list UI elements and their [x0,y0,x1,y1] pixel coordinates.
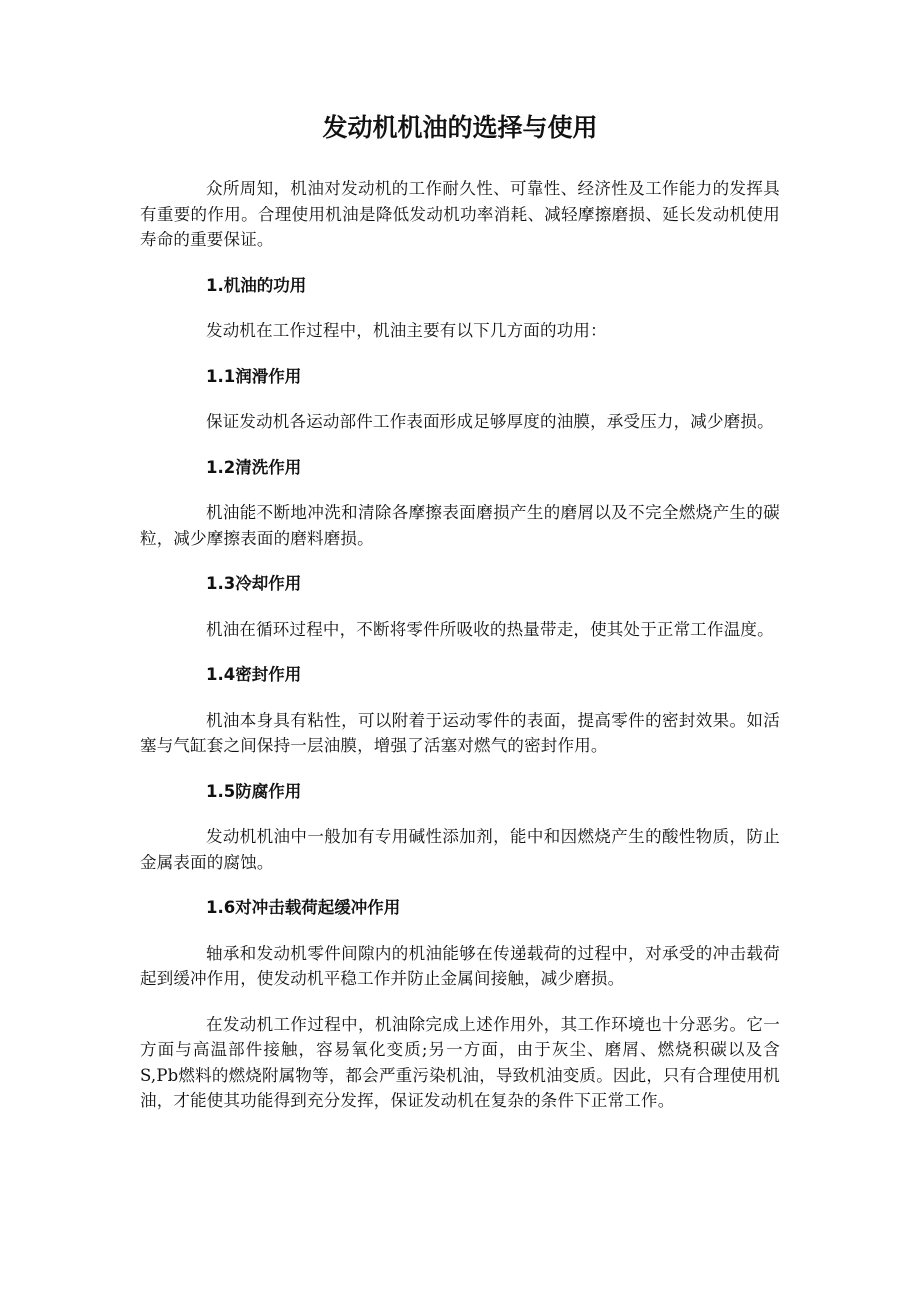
section-1-1-heading: 1.1润滑作用 [206,366,302,386]
section-1-5-text: 发动机机油中一般加有专用碱性添加剂，能中和因燃烧产生的酸性物质，防止金属表面的腐蚀。 [140,827,780,872]
section-1-3-text: 机油在循环过程中，不断将零件所吸收的热量带走，使其处于正常工作温度。 [206,619,774,639]
intro-paragraph: 众所周知，机油对发动机的工作耐久性、可靠性、经济性及工作能力的发挥具有重要的作用。合理使用机油是降低发动机功率消耗、减轻摩擦磨损、延长发动机使用寿命的重要保证。 [140,179,780,249]
section-1-2-text: 机油能不断地冲洗和清除各摩擦表面磨损产生的磨屑以及不完全燃烧产生的碳粒，减少摩擦表面的磨料磨损。 [140,503,780,548]
document-page [140,110,780,1134]
section-1-1-text: 保证发动机各运动部件工作表面形成足够厚度的油膜，承受压力，减少磨损。 [206,412,774,431]
section-1-6-text: 轴承和发动机零件间隙内的机油能够在传递载荷的过程中，对承受的冲击载荷起到缓冲作用，使发动机平稳工作并防止金属间接触，减少磨损。 [140,943,780,988]
section-1-intro: 发动机在工作过程中，机油主要有以下几方面的功用： [206,321,607,340]
closing-paragraph: 在发动机工作过程中，机油除完成上述作用外，其工作环境也十分恶劣。它一方面与高温部件接触，容易氧化变质;另一方面，由于灰尘、磨屑、燃烧积碳以及含S,Pb燃料的燃烧附属物等，都会严重污染机油，导致机油变质。因此，只有合理使用机油，才能使其功能得到充分发挥，保证发动机在复杂的条件下正常工作。 [140,1014,780,1110]
section-1-3-heading: 1.3冷却作用 [206,574,302,593]
section-1-5-heading: 1.5防腐作用 [206,781,302,801]
section-1-4-heading: 1.4密封作用 [206,665,302,684]
section-1-6-heading: 1.6对冲击载荷起缓冲作用 [206,898,401,917]
section-1-4-text: 机油本身具有粘性，可以附着于运动零件的表面，提高零件的密封效果。如活塞与气缸套之间保持一层油膜，增强了活塞对燃气的密封作用。 [140,710,780,755]
section-1-heading: 1.机油的功用 [206,275,307,295]
document-title: 发动机机油的选择与使用 [322,113,598,142]
section-1-2-heading: 1.2清洗作用 [206,457,302,477]
